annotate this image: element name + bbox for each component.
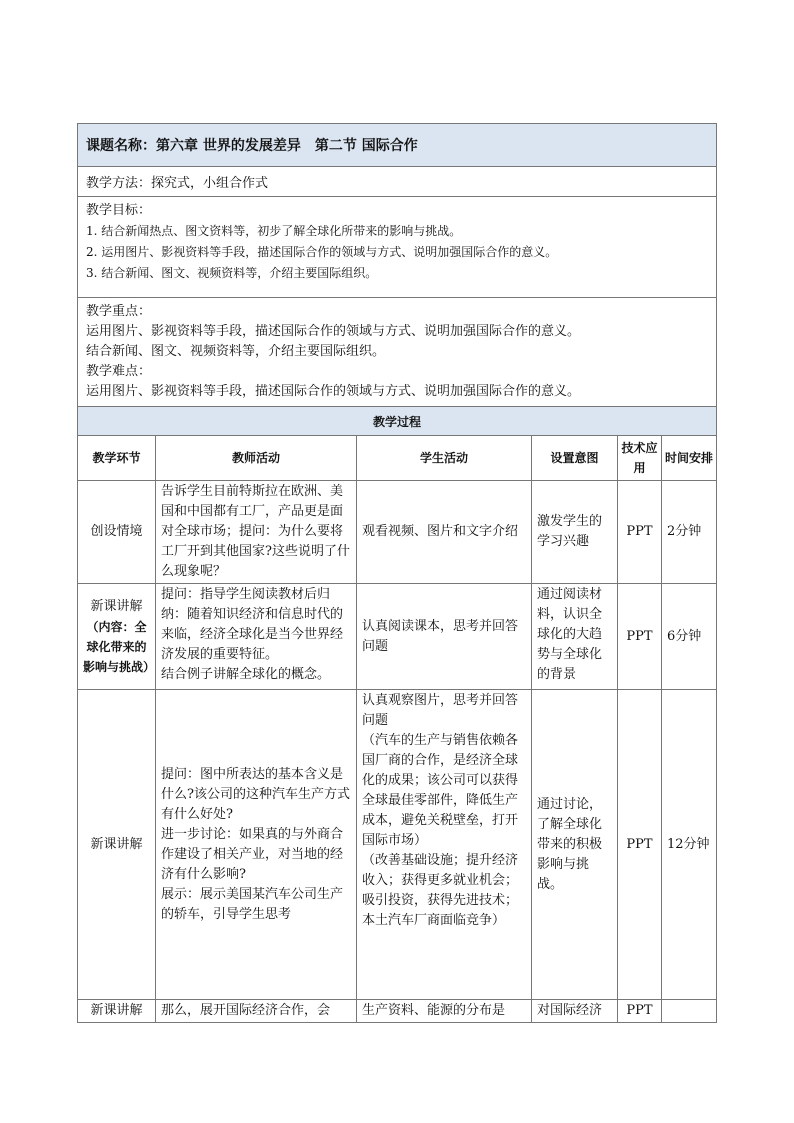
goal-item: 2. 运用图片、影视资料等手段，描述国际合作的领域与方式、说明加强国际合作的意义。 [86, 245, 558, 259]
phase-cell [78, 584, 156, 690]
table-row [78, 1000, 717, 1023]
student-cell: 生产资料、能源的分布是 [357, 1000, 532, 1023]
tech-cell: PPT [618, 481, 662, 584]
phase-cell: 创设情境 [78, 481, 156, 584]
time-cell: 6分钟 [662, 584, 717, 690]
key-and-difficult-points [78, 298, 717, 407]
teacher-cell: 提问：图中所表达的基本含义是什么?该公司的这种汽车生产方式有什么好处? 进一步讨论：如果真的与外商合作建设了相关产业，对当地的经济有什么影响? 展示：展示美国某汽车公司生产的轿车，引导学生思考 [156, 690, 357, 1000]
intent-cell: 通过讨论，了解全球化带来的积极影响与挑战。 [532, 690, 618, 1000]
table-row [78, 584, 717, 690]
teacher-cell: 提问：指导学生阅读教材后归纳：随着知识经济和信息时代的来临，经济全球化是当今世界经济发展的重要特征。 结合例子讲解全球化的概念。 [156, 584, 357, 690]
keypoints-heading: 教学重点： [86, 304, 152, 319]
difficulty-item: 运用图片、影视资料等手段，描述国际合作的领域与方式、说明加强国际合作的意义。 [86, 384, 581, 399]
intent-cell: 对国际经济 [532, 1000, 618, 1023]
lesson-plan-table [77, 123, 717, 1023]
lesson-plan-document [77, 123, 716, 1023]
col-student-header: 学生活动 [357, 436, 532, 481]
teacher-cell: 告诉学生目前特斯拉在欧洲、美国和中国都有工厂，产品更是面对全球市场；提问：为什么要将工厂开到其他国家?这些说明了什么现象呢？ [156, 481, 357, 584]
col-teacher-header: 教师活动 [156, 436, 357, 481]
teaching-method: 教学方法：探究式，小组合作式 [78, 167, 717, 197]
tech-cell: PPT [618, 1000, 662, 1023]
time-cell [662, 1000, 717, 1023]
teaching-goals [78, 197, 717, 298]
tech-cell: PPT [618, 584, 662, 690]
col-phase-header: 教学环节 [78, 436, 156, 481]
phase-label: 新课讲解 [90, 598, 143, 614]
difficulty-heading: 教学难点： [86, 364, 152, 379]
goal-item: 1. 结合新闻热点、图文资料等，初步了解全球化所带来的影响与挑战。 [86, 224, 462, 238]
time-cell: 2分钟 [662, 481, 717, 584]
phase-subtitle: （内容：全球化带来的影响与挑战） [83, 619, 156, 674]
student-cell: 观看视频、图片和文字介绍 [357, 481, 532, 584]
student-cell: 认真观察图片，思考并回答问题 （汽车的生产与销售依赖各国厂商的合作，是经济全球化的成果；该公司可以获得全球最佳零部件，降低生产成本，避免关税壁垒，打开国际市场） （改善基础设施；提升经济收入；获得更多就业机会；吸引投资，获得先进技术； 本土汽车厂商面临竞争） [357, 690, 532, 1000]
phase-cell: 新课讲解 [78, 690, 156, 1000]
process-title: 教学过程 [78, 407, 717, 436]
col-intent-header: 设置意图 [532, 436, 618, 481]
intent-cell: 激发学生的学习兴趣 [532, 481, 618, 584]
time-cell: 12分钟 [662, 690, 717, 1000]
table-row [78, 481, 717, 584]
keypoint-item: 运用图片、影视资料等手段，描述国际合作的领域与方式、说明加强国际合作的意义。 [86, 324, 581, 339]
intent-cell: 通过阅读材料，认识全球化的大趋势与全球化的背景 [532, 584, 618, 690]
col-time-header: 时间安排 [662, 436, 717, 481]
keypoint-item: 结合新闻、图文、视频资料等，介绍主要国际组织。 [86, 344, 386, 359]
goal-item: 3. 结合新闻、图文、视频资料等，介绍主要国际组织。 [86, 266, 378, 280]
table-row [78, 690, 717, 1000]
col-tech-header: 技术应用 [618, 436, 662, 481]
student-cell: 认真阅读课本，思考并回答问题 [357, 584, 532, 690]
tech-cell: PPT [618, 690, 662, 1000]
phase-cell: 新课讲解 [78, 1000, 156, 1023]
lesson-title: 课题名称：第六章 世界的发展差异 第二节 国际合作 [78, 124, 717, 167]
goals-heading: 教学目标： [86, 203, 152, 218]
teacher-cell: 那么，展开国际经济合作，会 [156, 1000, 357, 1023]
